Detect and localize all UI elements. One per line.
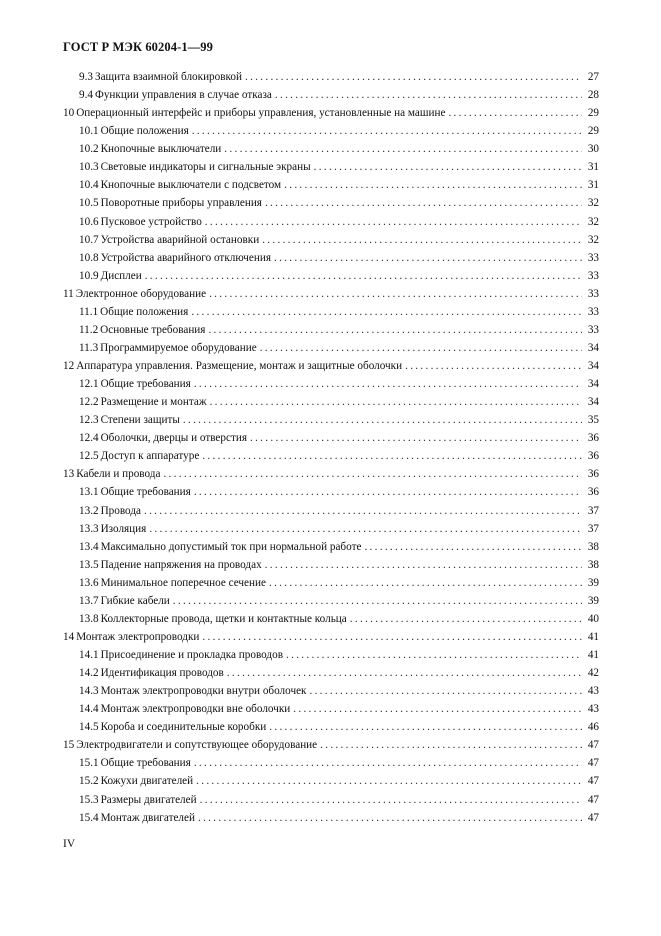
dot-leader — [210, 393, 582, 411]
toc-entry-page: 43 — [587, 685, 599, 698]
dot-leader — [260, 339, 582, 357]
toc-entry — [63, 791, 599, 809]
dot-leader — [250, 429, 582, 447]
toc-entry-number: 13.2 — [79, 504, 99, 517]
toc-entry-number: 9.3 — [79, 71, 93, 83]
toc-entry-page: 29 — [587, 125, 599, 138]
toc-entry-title: Коллекторные провода, щетки и контактные кольца — [100, 612, 347, 625]
toc-entry — [63, 267, 599, 285]
toc-entry-page: 46 — [587, 721, 599, 734]
toc-entry-page: 27 — [587, 71, 599, 83]
toc-entry — [63, 393, 599, 411]
toc-entry-number: 10.4 — [79, 179, 99, 192]
toc-entry-title: Пусковое устройство — [100, 215, 202, 228]
toc-entry-title: Функции управления в случае отказа — [94, 89, 272, 102]
toc-entry-number: 15.4 — [79, 811, 99, 824]
toc-entry-number: 15.3 — [79, 793, 99, 806]
toc-entry-page: 32 — [587, 197, 599, 210]
toc-entry-number: 13.3 — [79, 522, 99, 535]
toc-entry-page: 38 — [587, 558, 599, 571]
toc-entry — [63, 321, 599, 339]
toc-entry-number: 14.5 — [79, 721, 99, 734]
toc-entry-page: 41 — [587, 630, 599, 643]
toc-entry-page: 34 — [587, 341, 599, 354]
toc-entry — [63, 646, 599, 664]
toc-entry-number: 14.4 — [79, 703, 99, 716]
toc-entry — [63, 231, 599, 249]
toc-entry-number: 10.7 — [79, 233, 99, 246]
toc-entry-page: 32 — [587, 215, 599, 228]
dot-leader — [194, 375, 582, 393]
toc-entry-page: 47 — [587, 775, 599, 788]
toc-entry-title: Максимально допустимый ток при нормальной работе — [100, 540, 362, 553]
dot-leader — [309, 682, 582, 700]
dot-leader — [448, 104, 582, 122]
toc-entry-title: Электродвигатели и сопутствующее оборудование — [76, 739, 318, 752]
dot-leader — [275, 86, 582, 104]
toc-entry-number: 13.1 — [79, 486, 99, 499]
toc-entry-number: 13 — [63, 468, 75, 481]
toc-entry-page: 28 — [587, 89, 599, 102]
toc-entry — [63, 303, 599, 321]
toc-entry-number: 9.4 — [79, 89, 93, 102]
toc-entry-number: 10.6 — [79, 215, 99, 228]
toc-entry — [63, 194, 599, 212]
toc-entry-page: 40 — [587, 612, 599, 625]
toc-entry-title: Операционный интерфейс и приборы управления, установленные на машине — [76, 107, 446, 120]
toc-entry-title: Минимальное поперечное сечение — [100, 576, 266, 589]
toc-entry — [63, 718, 599, 736]
toc-entry-page: 36 — [587, 432, 599, 445]
dot-leader — [364, 538, 582, 556]
dot-leader — [269, 718, 582, 736]
toc-entry-number: 11.2 — [79, 323, 99, 336]
toc-entry-title: Монтаж двигателей — [100, 811, 195, 824]
page-number: IV — [63, 838, 76, 850]
toc-entry — [63, 429, 599, 447]
toc-entry-page: 34 — [587, 360, 599, 372]
toc-entry-number: 12.2 — [79, 396, 99, 409]
toc-entry-page: 33 — [587, 323, 599, 336]
toc-entry-title: Общие положения — [100, 125, 189, 138]
toc-entry-page: 47 — [587, 793, 599, 806]
toc-entry-page: 39 — [587, 594, 599, 607]
dot-leader — [198, 809, 582, 827]
toc-entry-title: Общие требования — [100, 486, 191, 499]
toc-entry-number: 13.8 — [79, 612, 99, 625]
table-of-contents — [63, 68, 599, 827]
toc-section-entry — [63, 628, 599, 646]
dot-leader — [269, 574, 582, 592]
toc-entry-number: 12.1 — [79, 378, 99, 391]
dot-leader — [286, 646, 582, 664]
toc-entry-title: Устройства аварийного отключения — [100, 251, 271, 264]
toc-entry-number: 10.8 — [79, 251, 99, 264]
toc-entry-number: 14.2 — [79, 667, 99, 680]
toc-entry-page: 36 — [587, 486, 599, 499]
toc-entry — [63, 213, 599, 231]
toc-entry-title: Присоединение и прокладка проводов — [100, 649, 284, 661]
toc-entry — [63, 158, 599, 176]
toc-entry — [63, 538, 599, 556]
toc-entry — [63, 140, 599, 158]
dot-leader — [284, 176, 582, 194]
toc-entry-title: Гибкие кабели — [100, 594, 170, 607]
toc-section-entry — [63, 104, 599, 122]
toc-entry-title: Общие требования — [100, 757, 191, 770]
toc-entry-number: 13.7 — [79, 594, 99, 607]
toc-entry-page: 33 — [587, 251, 599, 264]
dot-leader — [208, 321, 582, 339]
toc-entry — [63, 772, 599, 790]
toc-entry-title: Устройства аварийной остановки — [100, 233, 260, 246]
toc-entry-number: 13.6 — [79, 576, 99, 589]
toc-entry-title: Доступ к аппаратуре — [100, 450, 200, 463]
toc-entry — [63, 122, 599, 140]
toc-entry-number: 11.3 — [79, 341, 99, 354]
dot-leader — [202, 447, 582, 465]
toc-entry-page: 32 — [587, 233, 599, 246]
toc-entry-title: Электронное оборудование — [75, 287, 207, 300]
toc-entry-title: Общие положения — [100, 305, 189, 318]
toc-entry-page: 37 — [587, 522, 599, 535]
toc-entry-title: Аппаратура управления. Размещение, монтаж и защитные оболочки — [76, 360, 403, 372]
toc-entry — [63, 176, 599, 194]
document-code-header: ГОСТ Р МЭК 60204-1—99 — [63, 40, 213, 54]
dot-leader — [192, 122, 582, 140]
toc-entry-title: Кабели и провода — [76, 468, 161, 481]
toc-entry-title: Идентификация проводов — [100, 667, 224, 680]
toc-entry — [63, 520, 599, 538]
toc-entry-title: Падение напряжения на проводах — [100, 558, 262, 571]
toc-entry — [63, 339, 599, 357]
toc-entry-number: 10.1 — [79, 125, 99, 138]
toc-entry-page: 47 — [587, 757, 599, 770]
toc-entry-number: 10.9 — [79, 269, 99, 282]
toc-section-entry — [63, 736, 599, 754]
toc-entry-page: 31 — [587, 179, 599, 192]
dot-leader — [196, 772, 582, 790]
dot-leader — [163, 465, 582, 483]
toc-entry-page: 35 — [587, 414, 599, 427]
toc-entry-title: Дисплеи — [100, 269, 142, 282]
dot-leader — [405, 357, 582, 375]
toc-entry-page: 47 — [587, 811, 599, 824]
toc-entry — [63, 809, 599, 827]
toc-entry-number: 15.2 — [79, 775, 99, 788]
dot-leader — [265, 556, 582, 574]
toc-entry-number: 11 — [63, 287, 74, 300]
dot-leader — [194, 483, 582, 501]
toc-entry-page: 38 — [587, 540, 599, 553]
toc-entry — [63, 664, 599, 682]
toc-entry-page: 43 — [587, 703, 599, 716]
dot-leader — [320, 736, 582, 754]
toc-entry-page: 36 — [587, 450, 599, 463]
toc-entry-title: Программируемое оборудование — [100, 341, 257, 354]
toc-entry — [63, 682, 599, 700]
toc-entry-number: 10.3 — [79, 161, 99, 174]
toc-entry-title: Степени защиты — [100, 414, 180, 427]
toc-entry-title: Короба и соединительные коробки — [100, 721, 267, 734]
toc-entry — [63, 700, 599, 718]
toc-entry-number: 15.1 — [79, 757, 99, 770]
toc-entry — [63, 447, 599, 465]
toc-entry — [63, 483, 599, 501]
toc-entry-title: Кожухи двигателей — [100, 775, 194, 788]
toc-section-entry — [63, 357, 599, 375]
toc-entry — [63, 68, 599, 86]
toc-entry — [63, 610, 599, 628]
dot-leader — [183, 411, 582, 429]
toc-entry-page: 33 — [587, 269, 599, 282]
toc-entry-page: 33 — [587, 287, 599, 300]
dot-leader — [274, 249, 582, 267]
dot-leader — [209, 285, 582, 303]
toc-entry-title: Защита взаимной блокировкой — [94, 71, 242, 83]
toc-entry-title: Кнопочные выключатели — [100, 143, 222, 156]
dot-leader — [314, 158, 582, 176]
toc-entry-page: 31 — [587, 161, 599, 174]
toc-entry-page: 36 — [587, 468, 599, 481]
toc-entry-number: 11.1 — [79, 305, 99, 318]
dot-leader — [293, 700, 582, 718]
toc-entry-number: 14.1 — [79, 649, 99, 661]
dot-leader — [149, 520, 582, 538]
toc-entry-page: 42 — [587, 667, 599, 680]
dot-leader — [262, 231, 582, 249]
toc-entry-page: 33 — [587, 305, 599, 318]
toc-entry-title: Размеры двигателей — [100, 793, 197, 806]
toc-entry-title: Провода — [100, 504, 141, 517]
toc-entry-title: Оболочки, дверцы и отверстия — [100, 432, 247, 445]
toc-entry-number: 14 — [63, 630, 75, 643]
toc-entry-title: Изоляция — [100, 522, 147, 535]
toc-entry-title: Световые индикаторы и сигнальные экраны — [100, 161, 311, 174]
dot-leader — [205, 213, 582, 231]
toc-section-entry — [63, 285, 599, 303]
dot-leader — [227, 664, 582, 682]
toc-entry-title: Монтаж электропроводки внутри оболочек — [100, 685, 307, 698]
dot-leader — [144, 502, 582, 520]
toc-entry-page: 37 — [587, 504, 599, 517]
toc-entry-page: 41 — [587, 649, 599, 661]
dot-leader — [145, 267, 582, 285]
dot-leader — [202, 628, 582, 646]
toc-entry-number: 15 — [63, 739, 75, 752]
toc-entry-title: Поворотные приборы управления — [100, 197, 262, 210]
toc-section-entry — [63, 465, 599, 483]
dot-leader — [173, 592, 582, 610]
dot-leader — [191, 303, 582, 321]
toc-entry — [63, 249, 599, 267]
toc-entry-number: 10 — [63, 107, 75, 120]
dot-leader — [224, 140, 582, 158]
toc-entry-page: 47 — [587, 739, 599, 752]
toc-entry — [63, 556, 599, 574]
toc-entry-title: Монтаж электропроводки вне оболочки — [100, 703, 291, 716]
dot-leader — [245, 68, 582, 86]
toc-entry-title: Основные требования — [100, 323, 206, 336]
dot-leader — [194, 754, 582, 772]
toc-entry — [63, 375, 599, 393]
toc-entry-number: 12.3 — [79, 414, 99, 427]
toc-entry — [63, 411, 599, 429]
toc-entry-number: 10.5 — [79, 197, 99, 210]
toc-entry-page: 30 — [587, 143, 599, 156]
toc-entry-number: 10.2 — [79, 143, 99, 156]
toc-entry — [63, 86, 599, 104]
toc-entry — [63, 592, 599, 610]
toc-entry-page: 34 — [587, 396, 599, 409]
toc-entry-title: Общие требования — [100, 378, 191, 391]
toc-entry — [63, 754, 599, 772]
toc-entry — [63, 574, 599, 592]
toc-entry-title: Монтаж электропроводки — [76, 630, 200, 643]
toc-entry-page: 39 — [587, 576, 599, 589]
toc-entry-number: 14.3 — [79, 685, 99, 698]
dot-leader — [350, 610, 582, 628]
toc-entry-number: 12.5 — [79, 450, 99, 463]
toc-entry-number: 13.4 — [79, 540, 99, 553]
toc-entry-page: 29 — [587, 107, 599, 120]
toc-entry-page: 34 — [587, 378, 599, 391]
toc-entry-title: Кнопочные выключатели с подсветом — [100, 179, 282, 192]
toc-entry-number: 12.4 — [79, 432, 99, 445]
dot-leader — [265, 194, 582, 212]
toc-entry — [63, 502, 599, 520]
toc-entry-number: 12 — [63, 360, 75, 372]
toc-entry-number: 13.5 — [79, 558, 99, 571]
toc-entry-title: Размещение и монтаж — [100, 396, 207, 409]
dot-leader — [200, 791, 582, 809]
